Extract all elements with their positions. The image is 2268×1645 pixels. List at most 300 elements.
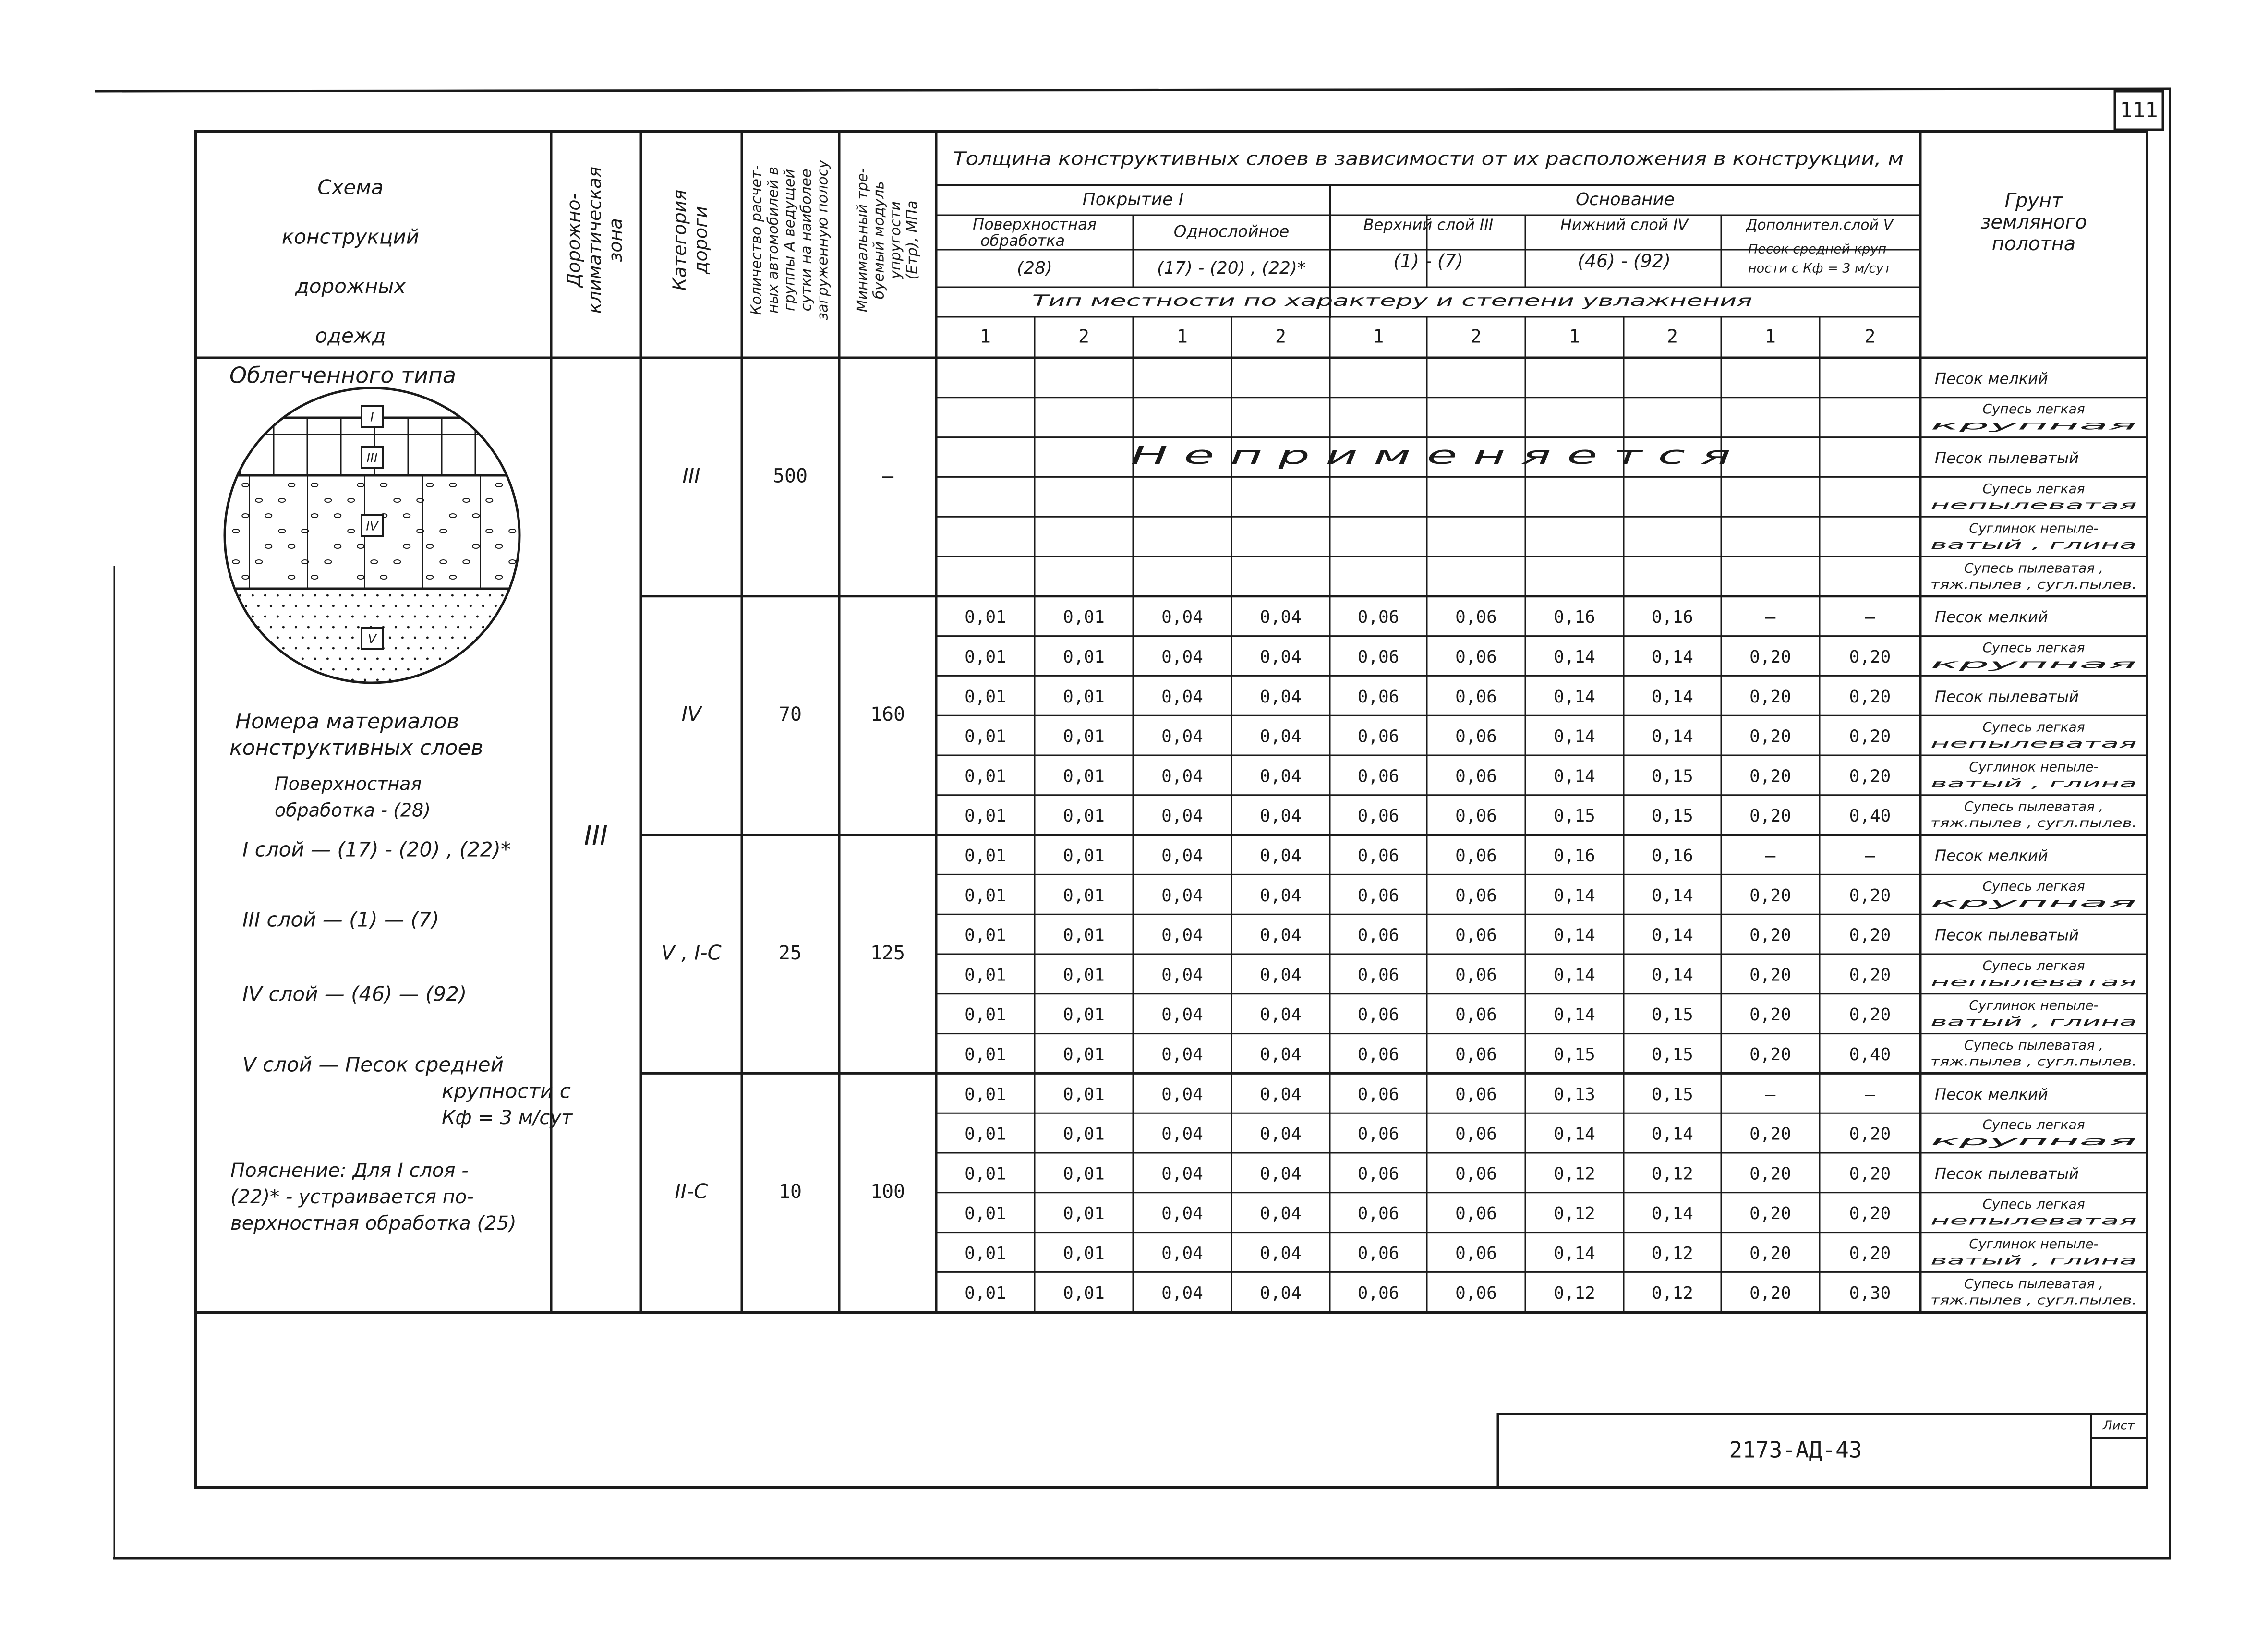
legend-layer-5: Кф = 3 м/сут (442, 1107, 573, 1129)
thickness-value: 0,12 (1554, 1164, 1595, 1184)
sand-dot (357, 668, 360, 671)
sand-dot (302, 594, 304, 597)
legend-layer-3: III слой — (1) — (7) (242, 907, 439, 931)
thickness-value: 0,12 (1554, 1204, 1595, 1224)
thickness-value: 0,15 (1652, 806, 1693, 826)
thickness-value: 0,15 (1652, 1084, 1693, 1104)
thickness-value: 0,20 (1849, 1124, 1891, 1144)
layer-mark-4-label: IV (366, 519, 378, 534)
road-category: III (682, 463, 700, 487)
modulus-value: — (881, 465, 894, 487)
scheme-note: Пояснение: Для I слоя - (230, 1160, 469, 1182)
sand-dot (495, 668, 497, 671)
zone-header (563, 167, 626, 314)
sand-dot (476, 594, 479, 597)
zone-header-line: Дорожно- (563, 193, 584, 288)
gravel-mark (278, 498, 285, 502)
thickness-value: 0,15 (1554, 1045, 1595, 1064)
gravel-mark (449, 575, 456, 579)
thickness-value: 0,14 (1652, 1124, 1693, 1144)
sand-dot (482, 626, 484, 629)
thickness-value: 0,12 (1554, 1283, 1595, 1303)
sand-dot (407, 647, 410, 650)
soil-name: Супесь легкая (1982, 878, 2085, 894)
gravel-mark (519, 514, 525, 518)
sand-dot (482, 668, 484, 671)
thickness-value: 0,06 (1455, 925, 1497, 945)
thickness-value: 0,14 (1652, 726, 1693, 747)
sand-dot (302, 616, 304, 618)
soil-name: ватый , глина (1930, 1253, 2137, 1268)
thickness-value: 0,20 (1749, 1283, 1791, 1303)
material-single: (17) - (20) , (22)* (1157, 258, 1306, 278)
scheme-note: (22)* - устраивается по- (230, 1186, 474, 1208)
subcolumn-label: 1 (1569, 326, 1580, 347)
sand-dot (389, 637, 391, 639)
gravel-mark (311, 483, 318, 487)
thickness-value: 0,06 (1357, 1164, 1399, 1184)
thickness-value: 0,04 (1260, 925, 1302, 945)
sand-dot (426, 616, 429, 618)
legend-title: конструктивных слоев (229, 736, 483, 760)
sand-dot (357, 626, 360, 629)
thickness-value: 0,04 (1161, 1084, 1203, 1104)
soil-name: тяж.пылев , сугл.пылев. (1930, 816, 2137, 831)
gravel-mark (265, 544, 272, 548)
sand-dot (426, 637, 429, 639)
sand-dot (270, 626, 272, 629)
sand-dot (457, 647, 459, 650)
sand-dot (332, 626, 335, 629)
sand-dot (302, 637, 304, 639)
thickness-value: 0,06 (1455, 1204, 1497, 1224)
thickness-value: 0,06 (1455, 846, 1497, 866)
sand-dot (252, 637, 254, 639)
scheme-header: одежд (315, 324, 386, 348)
thickness-value: 0,06 (1455, 1244, 1497, 1263)
sand-dot (345, 647, 347, 650)
legend-layer-4: IV слой — (46) — (92) (242, 982, 467, 1006)
soil-name: тяж.пылев , сугл.пылев. (1930, 1293, 2137, 1308)
modulus-header (854, 168, 921, 313)
thickness-value: 0,01 (965, 1164, 1006, 1184)
thickness-value: 0,06 (1357, 885, 1399, 906)
road-category: V , I-C (661, 941, 722, 965)
modulus-header-line: упругости (887, 201, 904, 279)
sand-dot (326, 679, 329, 681)
thickness-value: 0,01 (1063, 1204, 1105, 1224)
sand-dot (476, 616, 479, 618)
category-header-line: Категория (669, 189, 690, 291)
sand-dot (307, 647, 310, 650)
sand-dot (451, 594, 454, 597)
sand-dot (420, 626, 422, 629)
subcolumn-label: 1 (1373, 326, 1384, 347)
thickness-value: 0,01 (965, 806, 1006, 826)
gravel-mark (348, 498, 354, 502)
soil-name: тяж.пылев , сугл.пылев. (1930, 577, 2137, 592)
thickness-value: 0,04 (1161, 766, 1203, 786)
traffic-value: 10 (778, 1180, 802, 1203)
sand-dot (464, 594, 466, 597)
gravel-mark (394, 560, 400, 564)
soil-name: крупная (1930, 1134, 2137, 1149)
thickness-value: 0,06 (1357, 1244, 1399, 1263)
soil-name: тяж.пылев , сугл.пылев. (1930, 1054, 2137, 1069)
sand-dot (282, 647, 285, 650)
subcolumn-label: 2 (1078, 326, 1089, 347)
subcolumn-label: 2 (1275, 326, 1286, 347)
sand-dot (320, 626, 322, 629)
sand-dot (245, 605, 247, 607)
sand-dot (364, 658, 366, 660)
legend-layer-5: V слой — Песок средней (242, 1052, 504, 1077)
thickness-value: 0,04 (1161, 726, 1203, 747)
soil-name: Песок мелкий (1935, 1085, 2048, 1103)
thickness-value: 0,06 (1455, 647, 1497, 667)
thickness-value: 0,30 (1849, 1283, 1891, 1303)
sand-dot (320, 605, 322, 607)
thickness-value: 0,01 (965, 965, 1006, 985)
sand-dot (227, 637, 229, 639)
sand-dot (351, 637, 354, 639)
sand-dot (514, 637, 516, 639)
sand-dot (245, 647, 247, 650)
thickness-value: 0,06 (1455, 1124, 1497, 1144)
sand-dot (476, 679, 479, 681)
sand-dot (232, 668, 235, 671)
soil-name: ватый , глина (1930, 1015, 2137, 1029)
thickness-value: 0,04 (1260, 1244, 1302, 1263)
thickness-value: 0,06 (1455, 607, 1497, 628)
gravel-mark (357, 575, 364, 579)
sand-dot (302, 679, 304, 681)
soil-name: Суглинок непыле- (1969, 1236, 2099, 1252)
sand-dot (482, 605, 484, 607)
thickness-value: 0,04 (1161, 647, 1203, 667)
thickness-value: 0,15 (1652, 766, 1693, 786)
surface-treatment-header: Поверхностная (973, 215, 1097, 233)
thickness-value: 0,20 (1849, 1244, 1891, 1263)
soil-name: Песок пылеватый (1935, 1164, 2079, 1183)
sand-dot (289, 679, 291, 681)
thickness-value: 0,04 (1161, 806, 1203, 826)
gravel-mark (519, 483, 525, 487)
sand-dot (489, 658, 491, 660)
thickness-value: 0,01 (965, 885, 1006, 906)
surface-treatment-header: обработка (980, 231, 1065, 250)
sand-dot (382, 668, 385, 671)
thickness-value: 0,06 (1455, 1283, 1497, 1303)
thickness-value: 0,04 (1260, 1045, 1302, 1064)
thickness-value: 0,20 (1749, 726, 1791, 747)
sand-dot (464, 658, 466, 660)
sand-dot (295, 605, 297, 607)
thickness-value: 0,01 (1063, 1283, 1105, 1303)
sand-dot (414, 679, 416, 681)
thickness-value: 0,01 (965, 1283, 1006, 1303)
sand-dot (482, 647, 484, 650)
modulus-header-line: Минимальный тре- (854, 168, 871, 313)
sand-dot (389, 594, 391, 597)
thickness-value: 0,16 (1652, 846, 1693, 866)
gravel-mark (449, 514, 456, 518)
layer-mark-1-label: I (370, 410, 374, 425)
thickness-value: 0,06 (1455, 1045, 1497, 1064)
modulus-header-line: (Етр), МПа (904, 200, 921, 280)
thickness-value: 0,04 (1161, 1005, 1203, 1025)
sand-dot (514, 658, 516, 660)
sand-dot (239, 637, 241, 639)
soil-header: Грунт (2004, 190, 2063, 212)
sand-dot (519, 626, 522, 629)
sand-dot (376, 658, 379, 660)
sand-dot (239, 658, 241, 660)
thickness-value: 0,14 (1652, 1204, 1693, 1224)
thickness-value: 0,06 (1357, 846, 1399, 866)
sand-dot (277, 616, 279, 618)
traffic-header-line: группы А ведущей (781, 169, 798, 311)
sand-dot (332, 647, 335, 650)
sand-dot (507, 605, 509, 607)
subcolumn-label: 1 (980, 326, 991, 347)
thickness-value: 0,14 (1554, 925, 1595, 945)
thickness-value: 0,04 (1161, 1244, 1203, 1263)
sand-dot (307, 605, 310, 607)
legend-surface: Поверхностная (275, 773, 422, 795)
traffic-header-line: ных автомобилей в (765, 167, 782, 314)
sand-dot (364, 616, 366, 618)
thickness-value: 0,06 (1357, 806, 1399, 826)
soil-name: непылеватая (1930, 737, 2137, 751)
gravel-mark (449, 483, 456, 487)
gravel-mark (403, 544, 410, 548)
sand-dot (264, 616, 266, 618)
thickness-value: 0,06 (1357, 925, 1399, 945)
gravel-mark (380, 575, 387, 579)
gravel-mark (509, 560, 516, 564)
thickness-value: 0,06 (1357, 965, 1399, 985)
soil-name: Суглинок непыле- (1969, 520, 2099, 536)
thickness-value: 0,06 (1455, 726, 1497, 747)
sand-dot (395, 668, 397, 671)
thickness-value: 0,20 (1849, 965, 1891, 985)
thickness-value: 0,01 (1063, 1005, 1105, 1025)
soil-name: Песок мелкий (1935, 608, 2048, 627)
sand-dot (439, 637, 441, 639)
thickness-value: 0,20 (1749, 1204, 1791, 1224)
thickness-value: 0,06 (1455, 687, 1497, 707)
thickness-value: 0,01 (965, 1244, 1006, 1263)
gravel-mark (426, 483, 433, 487)
thickness-value: 0,20 (1849, 726, 1891, 747)
sand-dot (495, 647, 497, 650)
material-upper: (1) - (7) (1393, 250, 1463, 272)
sand-dot (401, 616, 404, 618)
sand-dot (414, 637, 416, 639)
thickness-value: 0,01 (965, 647, 1006, 667)
sand-dot (257, 605, 260, 607)
sand-dot (245, 626, 247, 629)
soil-name: Песок пылеватый (1935, 926, 2079, 944)
zone-header-line: зона (605, 218, 627, 262)
sand-dot (501, 594, 504, 597)
gravel-mark (472, 544, 479, 548)
road-category: IV (681, 702, 701, 726)
thickness-value: 0,01 (1063, 1244, 1105, 1263)
gravel-mark (357, 544, 364, 548)
gravel-mark (334, 514, 341, 518)
gravel-mark (334, 544, 341, 548)
sand-dot (270, 647, 272, 650)
sand-dot (464, 637, 466, 639)
modulus-value: 100 (870, 1180, 905, 1203)
soil-name: Песок пылеватый (1935, 449, 2079, 467)
thickness-value: — (1765, 846, 1776, 866)
sand-dot (314, 637, 316, 639)
thickness-value: 0,01 (1063, 1164, 1105, 1184)
extra-layer-note: Песок средней круп- (1748, 242, 1891, 257)
sand-dot (351, 594, 354, 597)
soil-name: Суглинок непыле- (1969, 759, 2099, 775)
sand-dot (289, 637, 291, 639)
sand-dot (239, 679, 241, 681)
thickness-value: 0,01 (965, 607, 1006, 628)
thickness-value: 0,06 (1357, 1204, 1399, 1224)
thickness-value: 0,14 (1652, 647, 1693, 667)
thickness-value: 0,20 (1749, 1045, 1791, 1064)
sand-dot (326, 637, 329, 639)
gravel-mark (325, 560, 331, 564)
traffic-value: 25 (778, 942, 802, 964)
sand-dot (489, 594, 491, 597)
sand-dot (282, 605, 285, 607)
gravel-mark (509, 529, 516, 533)
sand-dot (232, 605, 235, 607)
gravel-mark (394, 498, 400, 502)
sand-dot (326, 616, 329, 618)
sand-dot (432, 647, 434, 650)
thickness-value: 0,20 (1749, 965, 1791, 985)
material-lower: (46) - (92) (1578, 250, 1671, 272)
thickness-value: 0,04 (1161, 1124, 1203, 1144)
extra-layer-note: ности с Кф = 3 м/сут (1748, 261, 1892, 276)
thickness-value: 0,14 (1554, 766, 1595, 786)
thickness-value: 0,06 (1455, 1164, 1497, 1184)
gravel-mark (311, 575, 318, 579)
sand-dot (445, 626, 447, 629)
thickness-value: 0,06 (1357, 1005, 1399, 1025)
thickness-value: 0,20 (1749, 1005, 1791, 1025)
sand-dot (401, 637, 404, 639)
sand-dot (339, 594, 341, 597)
sand-dot (339, 616, 341, 618)
sand-dot (252, 679, 254, 681)
gravel-mark (495, 575, 502, 579)
sand-dot (426, 679, 429, 681)
thickness-value: 0,04 (1260, 726, 1302, 747)
thickness-value: 0,04 (1260, 806, 1302, 826)
thickness-value: 0,14 (1554, 647, 1595, 667)
traffic-header-line: Количество расчет- (748, 165, 765, 315)
thickness-value: 0,01 (1063, 1084, 1105, 1104)
soil-name: непылеватая (1930, 1213, 2137, 1228)
thickness-value: 0,01 (965, 846, 1006, 866)
sand-dot (489, 616, 491, 618)
subcolumn-label: 1 (1177, 326, 1188, 347)
sand-dot (245, 668, 247, 671)
thickness-value: 0,16 (1554, 846, 1595, 866)
thickness-value: 0,20 (1749, 806, 1791, 826)
thickness-value: 0,06 (1357, 1283, 1399, 1303)
sand-dot (227, 679, 229, 681)
modulus-value: 160 (870, 703, 905, 726)
category-header (669, 190, 712, 291)
gravel-mark (288, 483, 295, 487)
thickness-value: — (1865, 846, 1875, 866)
thickness-value: 0,14 (1652, 925, 1693, 945)
sand-dot (277, 637, 279, 639)
thickness-value: 0,01 (1063, 846, 1105, 866)
thickness-value: 0,16 (1652, 607, 1693, 628)
sand-dot (414, 594, 416, 597)
sand-dot (282, 626, 285, 629)
sand-dot (439, 616, 441, 618)
sand-dot (351, 658, 354, 660)
soil-name: Песок мелкий (1935, 847, 2048, 865)
sand-dot (407, 668, 410, 671)
sand-dot (519, 647, 522, 650)
thickness-value: 0,01 (965, 766, 1006, 786)
sand-dot (457, 605, 459, 607)
thickness-value: 0,01 (965, 1204, 1006, 1224)
sand-dot (264, 679, 266, 681)
page-number: 111 (2120, 98, 2158, 122)
thickness-value: 0,04 (1161, 687, 1203, 707)
sand-dot (507, 668, 509, 671)
subcolumn-label: 1 (1765, 326, 1776, 347)
thickness-value: 0,14 (1554, 1005, 1595, 1025)
soil-name: ватый , глина (1930, 538, 2137, 553)
thickness-value: 0,14 (1652, 687, 1693, 707)
outer-frame-top (96, 89, 2170, 91)
sand-dot (439, 594, 441, 597)
sand-dot (345, 626, 347, 629)
gravel-mark (440, 560, 446, 564)
thickness-value: 0,01 (1063, 1045, 1105, 1064)
base-header: Основание (1575, 190, 1675, 209)
thickness-value: 0,01 (1063, 766, 1105, 786)
layer-mark-5-label: V (368, 632, 376, 647)
soil-name: Супесь легкая (1982, 1116, 2085, 1133)
thickness-value: 0,20 (1849, 1164, 1891, 1184)
modulus-value: 125 (870, 942, 905, 964)
thickness-value: 0,20 (1749, 766, 1791, 786)
sand-dot (514, 679, 516, 681)
thickness-value: 0,20 (1849, 925, 1891, 945)
sand-dot (326, 658, 329, 660)
sand-dot (302, 658, 304, 660)
thickness-value: 0,04 (1161, 607, 1203, 628)
sand-dot (451, 679, 454, 681)
gravel-mark (463, 560, 470, 564)
gravel-mark (519, 575, 525, 579)
material-surface: (28) (1017, 258, 1052, 278)
thickness-value: 0,04 (1161, 925, 1203, 945)
thickness-value: 0,14 (1554, 687, 1595, 707)
legend-surface: обработка - (28) (275, 799, 431, 821)
sand-dot (451, 616, 454, 618)
